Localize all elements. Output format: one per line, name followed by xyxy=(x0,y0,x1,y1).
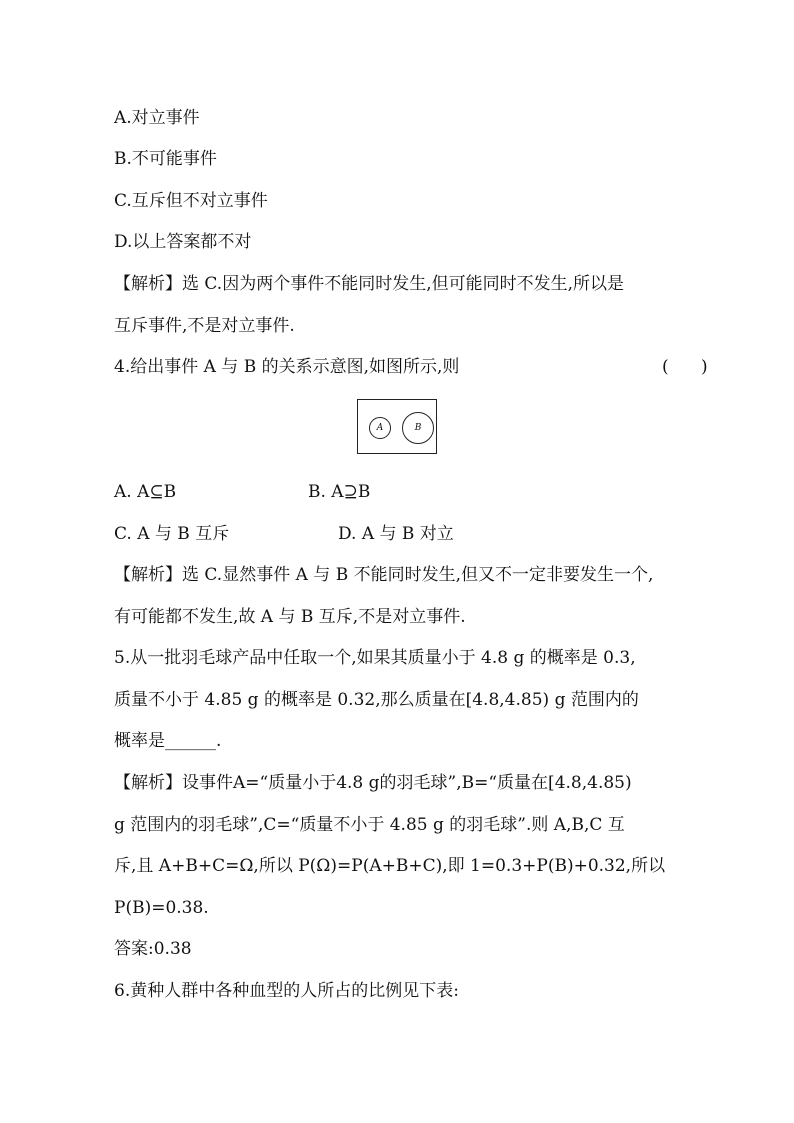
event-a-label: A xyxy=(376,423,384,433)
q3-option-a: A.对立事件 xyxy=(114,108,200,128)
q3-analysis-line-1 xyxy=(114,273,624,295)
analysis-text: 设事件A=“质量小于4.8 g的羽毛球”,B=“质量在[4.8,4.85) xyxy=(182,773,632,793)
analysis-text: 选 C.显然事件 A 与 B 不能同时发生,但又不一定非要发生一个, xyxy=(182,565,654,585)
q6-stem: 6.黄种人群中各种血型的人所占的比例见下表: xyxy=(114,981,459,1001)
q4-analysis-line-1 xyxy=(114,564,653,586)
analysis-text: 选 C.因为两个事件不能同时发生,但可能同时不发生,所以是 xyxy=(182,274,625,294)
analysis-tag: 【解析】 xyxy=(114,773,182,793)
analysis-tag: 【解析】 xyxy=(114,274,182,294)
venn-diagram xyxy=(357,399,437,454)
q5-analysis-line-1 xyxy=(114,772,632,794)
q4-analysis-line-2: 有可能都不发生,故 A 与 B 互斥,不是对立事件. xyxy=(114,607,466,627)
q3-option-d: D.以上答案都不对 xyxy=(114,232,252,252)
q5-stem-line-3: 概率是______. xyxy=(114,731,222,751)
event-a-circle xyxy=(369,417,391,439)
q4-stem: 4.给出事件 A 与 B 的关系示意图,如图所示,则 xyxy=(114,357,460,377)
q5-analysis-line-2: g 范围内的羽毛球”,C=“质量不小于 4.85 g 的羽毛球”.则 A,B,C 互 xyxy=(114,815,625,835)
q4-option-d: D. A 与 B 对立 xyxy=(338,524,454,544)
event-b-circle xyxy=(402,412,434,444)
q5-answer: 答案:0.38 xyxy=(114,939,192,959)
q3-option-b: B.不可能事件 xyxy=(114,149,217,169)
q5-analysis-line-3: 斥,且 A+B+C=Ω,所以 P(Ω)=P(A+B+C),即 1=0.3+P(B)+0.32,所以 xyxy=(114,856,666,876)
q3-analysis-line-2: 互斥事件,不是对立事件. xyxy=(114,316,295,336)
q5-stem-line-2: 质量不小于 4.85 g 的概率是 0.32,那么质量在[4.8,4.85) g 范围内的 xyxy=(114,690,639,710)
q4-option-a: A. A⊆B xyxy=(114,482,177,502)
event-b-label: B xyxy=(414,423,422,433)
q4-answer-paren: ( ) xyxy=(662,357,708,377)
q4-option-c: C. A 与 B 互斥 xyxy=(114,524,230,544)
q5-stem-line-1: 5.从一批羽毛球产品中任取一个,如果其质量小于 4.8 g 的概率是 0.3, xyxy=(114,648,636,668)
q3-option-c: C.互斥但不对立事件 xyxy=(114,191,268,211)
q5-analysis-line-4: P(B)=0.38. xyxy=(114,898,209,918)
analysis-tag: 【解析】 xyxy=(114,565,182,585)
q4-option-b: B. A⊇B xyxy=(308,482,371,502)
